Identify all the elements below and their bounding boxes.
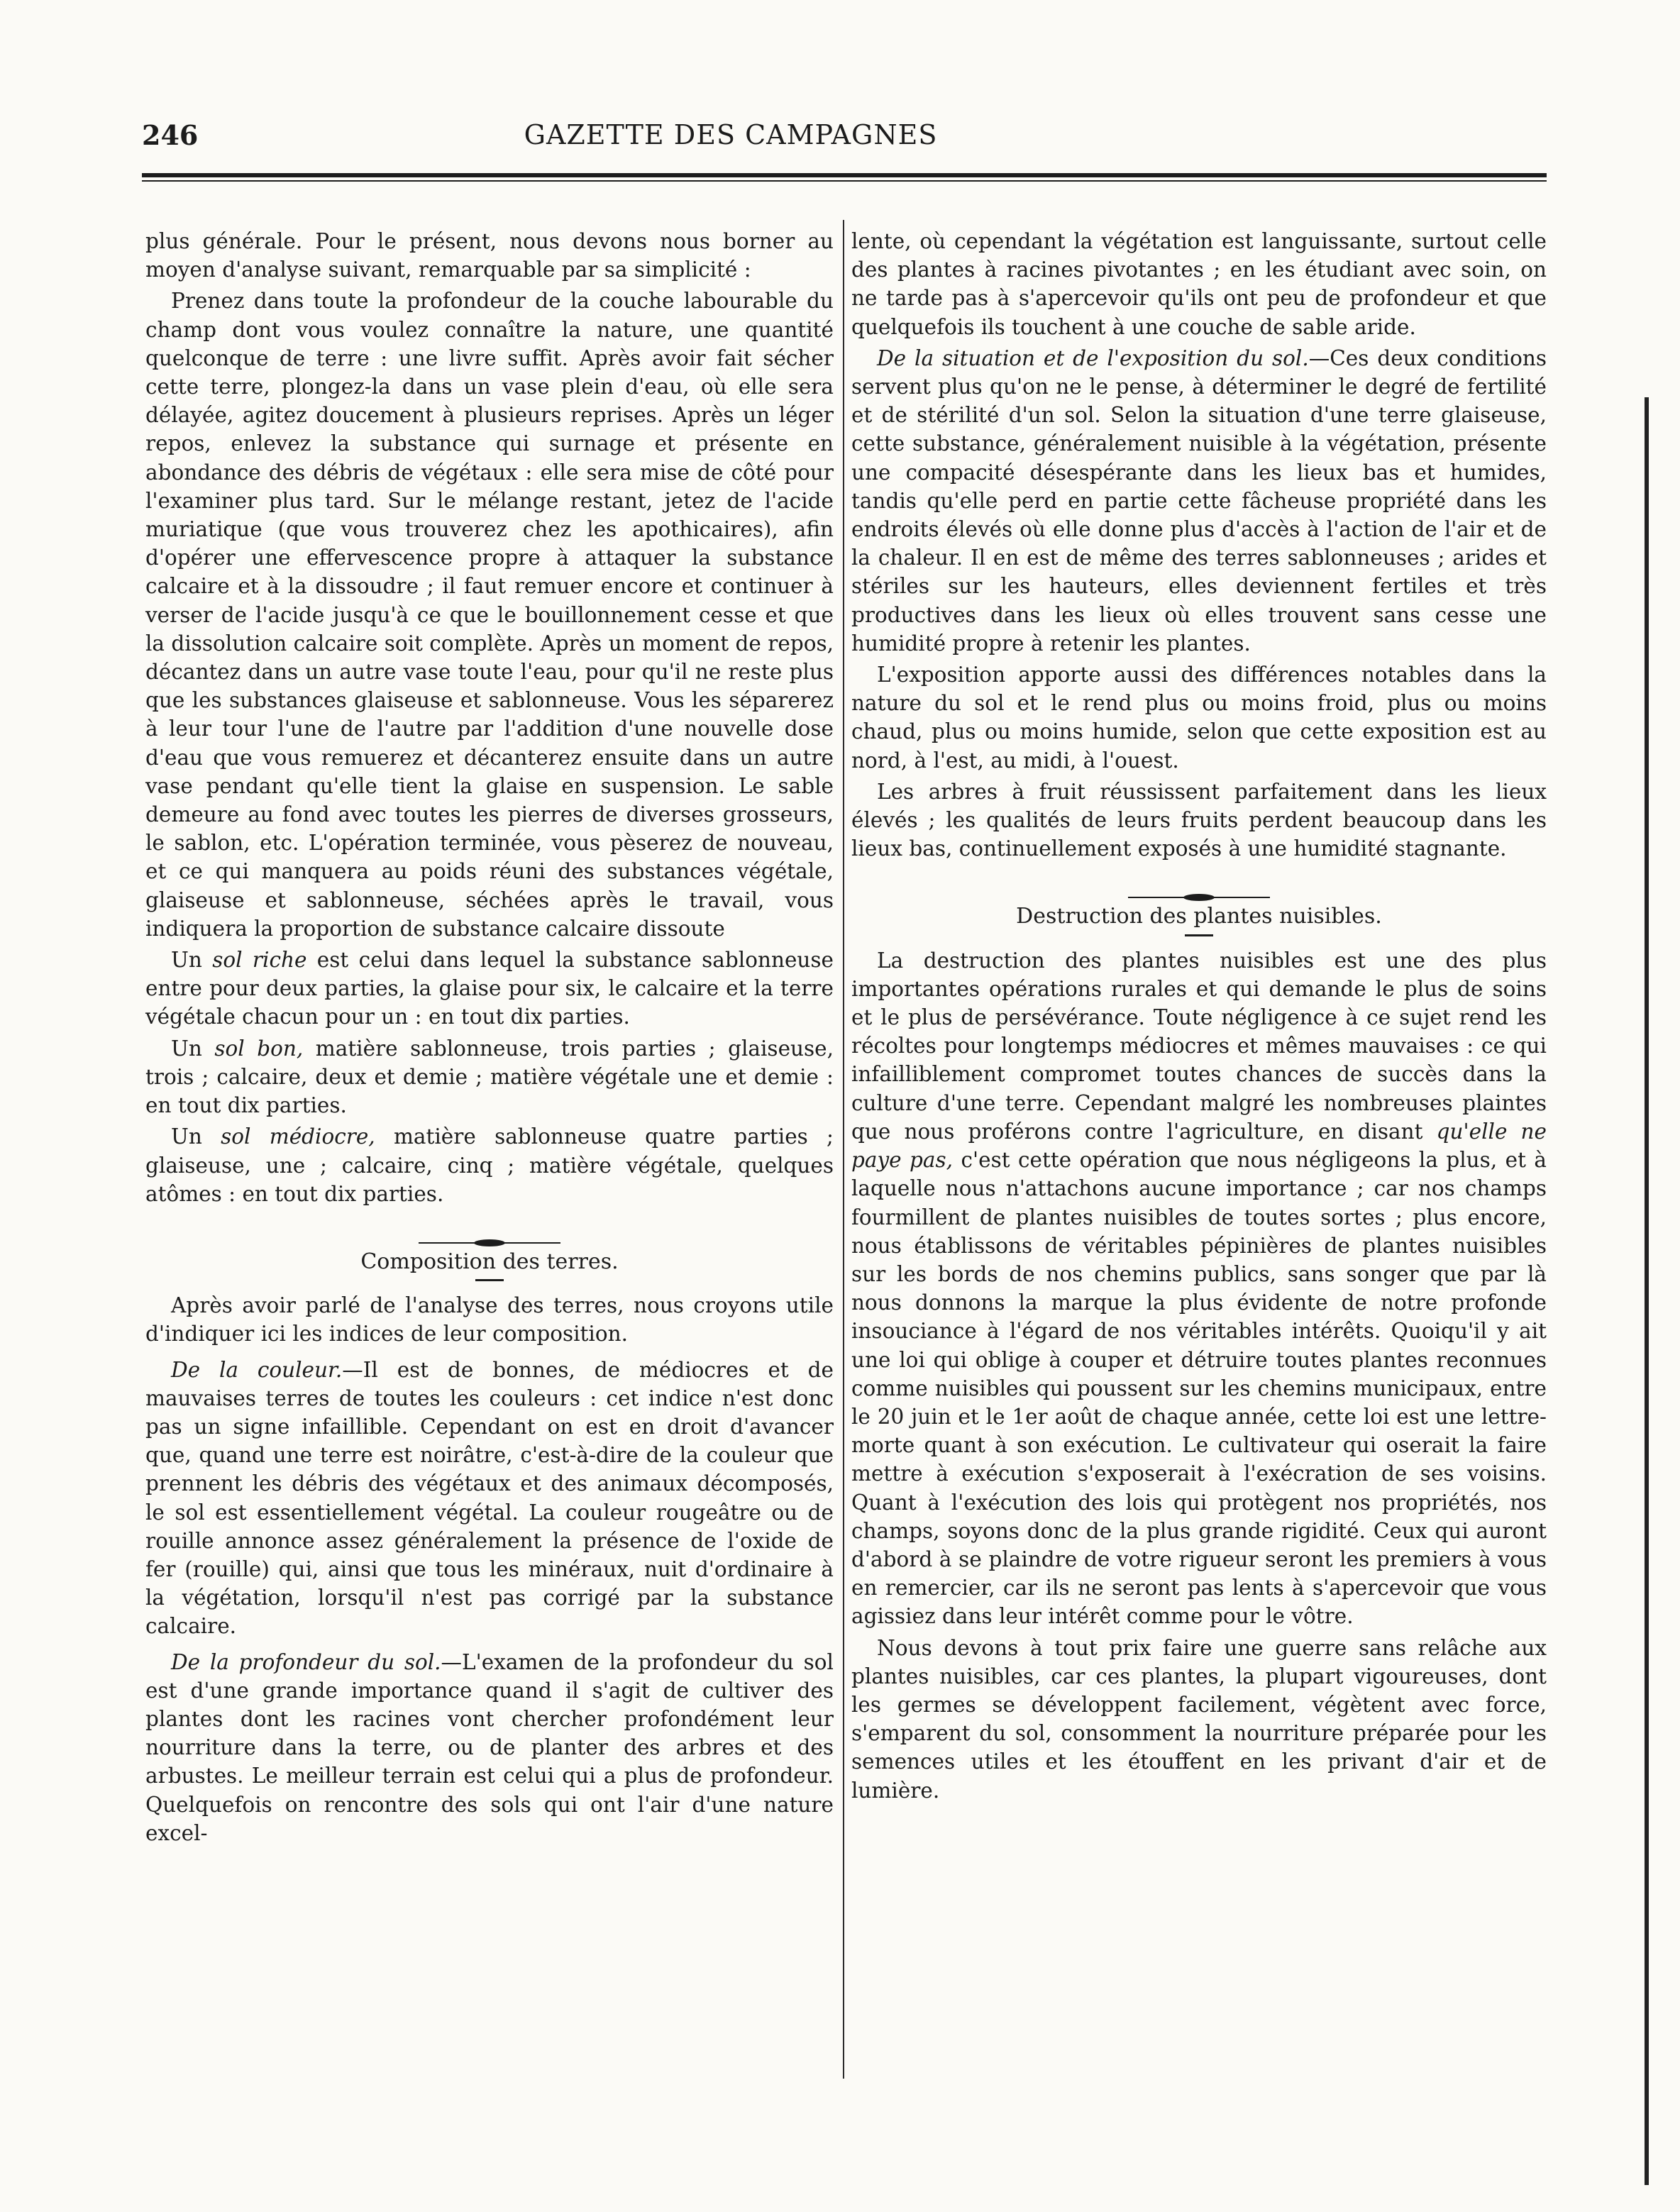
section-rule (475, 1279, 504, 1281)
paragraph: De la couleur.—Il est de bonnes, de médiocres et de mauvaises terres de toutes les couleurs : cet indice n'est donc pas un signe infaillible. Cependant on est en droit d'avancer que, quand une terre est noirâtre, c'est-à-dire de la couleur que prennent les débris des végétaux et des animaux décomposés, le sol est essentiellement végétal. La couleur rougeâtre ou de rouille annonce assez généralement la présence de l'oxide de fer (rouille) qui, ainsi que tous les minéraux, nuit d'ordinaire à la végétation, lorsqu'il n'est pas corrigé par la substance calcaire. (145, 1357, 834, 1639)
paragraph: Après avoir parlé de l'analyse des terres, nous croyons utile d'indiquer ici les indices de leur composition. (145, 1293, 834, 1346)
section-ornament (145, 1227, 834, 1241)
left-column (145, 227, 834, 1850)
page-header (142, 119, 1561, 162)
paragraph: Un sol riche est celui dans lequel la substance sablonneuse entre pour deux parties, la glaise pour six, le calcaire et la terre végétale chacun pour un : en tout dix parties. (145, 948, 834, 1029)
page-number: 246 (142, 119, 199, 151)
paragraph: Prenez dans toute la profondeur de la couche labourable du champ dont vous voulez connaître la nature, une quantité quelconque de terre : une livre suffit. Après avoir fait sécher cette terre, plongez-la dans un vase plein d'eau, où elle sera délayée, agitez doucement à plusieurs reprises. Après un léger repos, enlevez la substance qui surnage et présente en abondance des débris de végétaux : elle sera mise de côté pour l'examiner plus tard. Sur le mélange restant, jetez de l'acide muriatique (que vous trouverez chez les apothicaires), afin d'opérer une effervescence propre à attaquer la substance calcaire et à la dissoudre ; il faut remuer encore et continuer à verser de l'acide jusqu'à ce que le bouillonnement cesse et que la dissolution calcaire soit complète. Après un moment de repos, décantez dans un autre vase toute l'eau, pour qu'il ne reste plus que les substances glaiseuse et sablonneuse. Vous les séparerez à leur tour l'une de l'autre par l'addition d'une nouvelle dose d'eau que vous remuerez et décanterez ensuite dans un autre vase pendant qu'elle tient la glaise en suspension. Le sable demeure au fond avec toutes les pierres de diverses grosseurs, le sablon, etc. L'opération terminée, vous pèserez de nouveau, et ce qui manquera au poids réuni des substances végétale, glaiseuse et sablonneuse, séchées après le travail, vous indiquera la proportion de substance calcaire dissoute (145, 289, 834, 941)
section-rule (1185, 934, 1213, 936)
header-rule (142, 173, 1547, 182)
paragraph: De la profondeur du sol.—L'examen de la profondeur du sol est d'une grande importance quand il s'agit de cultiver des plantes dont les racines vont chercher profondément leur nourriture dans la terre, ou de planter des arbres et des arbustes. Le meilleur terrain est celui qui a plus de profondeur. Quelquefois on rencontre des sols qui ont l'air d'une nature excel- (145, 1649, 834, 1845)
paragraph: Un sol bon, matière sablonneuse, trois parties ; glaiseuse, trois ; calcaire, deux et demie ; matière végétale une et demie : en tout dix parties. (145, 1036, 834, 1118)
paragraph: Les arbres à fruit réussissent parfaitement dans les lieux élevés ; les qualités de leurs fruits perdent beaucoup dans les lieux bas, continuellement exposés à une humidité stagnante. (851, 779, 1547, 861)
running-title: GAZETTE DES CAMPAGNES (524, 119, 938, 150)
paragraph: Un sol médiocre, matière sablonneuse quatre parties ; glaiseuse, une ; calcaire, cinq ; matière végétale, quelques atômes : en tout dix parties. (145, 1124, 834, 1206)
paragraph: plus générale. Pour le présent, nous devons nous borner au moyen d'analyse suivant, remarquable par sa simplicité : (145, 229, 834, 282)
section-title: Destruction des plantes nuisibles. (1016, 904, 1382, 929)
page-edge-shadow (1645, 397, 1649, 2185)
column-divider (843, 220, 844, 2079)
paragraph: De la situation et de l'exposition du sol.—Ces deux conditions servent plus qu'on ne le pense, à déterminer le degré de fertilité et de stérilité d'un sol. Selon la situation d'une terre glaiseuse, cette substance, généralement nuisible à la végétation, présente une compacité désespérante dans les lieux bas et humides, tandis qu'elle perd en partie cette fâcheuse propriété dans les endroits élevés où elle donne plus d'accès à l'action de l'air et de la chaleur. Il en est de même des terres sablonneuses ; arides et stériles sur les hauteurs, elles deviennent fertiles et très productives dans les lieux où elles trouvent sans cesse une humidité propre à retenir les plantes. (851, 345, 1547, 656)
right-column (851, 227, 1547, 1808)
section-ornament (851, 881, 1547, 895)
paragraph: La destruction des plantes nuisibles est une des plus importantes opérations rurales et qui demande le plus de soins et le plus de persévérance. Toute négligence à ce sujet rend les récoltes pour longtemps médiocres et mêmes mauvaises : ce qui infailliblement compromet toutes chances de succès dans la culture d'une terre. Cependant malgré les nombreuses plaintes que nous proférons contre l'agriculture, en disant qu'elle ne paye pas, c'est cette opération que nous négligeons la plus, et à laquelle nous n'attachons aucune importance ; car nos champs fourmillent de plantes nuisibles de toutes sortes ; plus encore, nous établissons de véritables pépinières de plantes nuisibles sur les bords de nos chemins publics, sans songer que par là nous donnons la marque la plus évidente de notre profonde insouciance à l'égard de nos véritables intérêts. Quoiqu'il y ait une loi qui oblige à couper et détruire toutes plantes reconnues comme nuisibles qui poussent sur les chemins municipaux, entre le 20 juin et le 1er août de chaque année, cette loi est une lettre-morte quant à son exécution. Le cultivateur qui oserait la faire mettre à exécution s'exposerait à l'exécration de ses voisins. Quant à l'exécution des lois qui protègent nos propriétés, nos champs, soyons donc de la plus grande rigidité. Ceux qui auront d'abord à se plaindre de votre rigueur seront les premiers à vous en remercier, car ils ne seront pas lents à s'apercevoir que vous agissiez dans leur intérêt comme pour le vôtre. (851, 948, 1547, 1629)
section-title: Composition des terres. (360, 1249, 619, 1274)
paragraph: Nous devons à tout prix faire une guerre sans relâche aux plantes nuisibles, car ces plantes, la plupart vigoureuses, dont les germes se développent facilement, végètent avec force, s'emparent du sol, consomment la nourriture préparée pour les semences utiles et les étouffent en les privant d'air et de lumière. (851, 1635, 1547, 1803)
paragraph: lente, où cependant la végétation est languissante, surtout celle des plantes à racines pivotantes ; en les étudiant avec soin, on ne tarde pas à s'apercevoir qu'ils ont peu de profondeur et que quelquefois ils touchent à une couche de sable aride. (851, 229, 1547, 339)
paragraph: L'exposition apporte aussi des différences notables dans la nature du sol et le rend plus ou moins froid, plus ou moins chaud, plus ou moins humide, selon que cette exposition est au nord, à l'est, au midi, à l'ouest. (851, 663, 1547, 773)
